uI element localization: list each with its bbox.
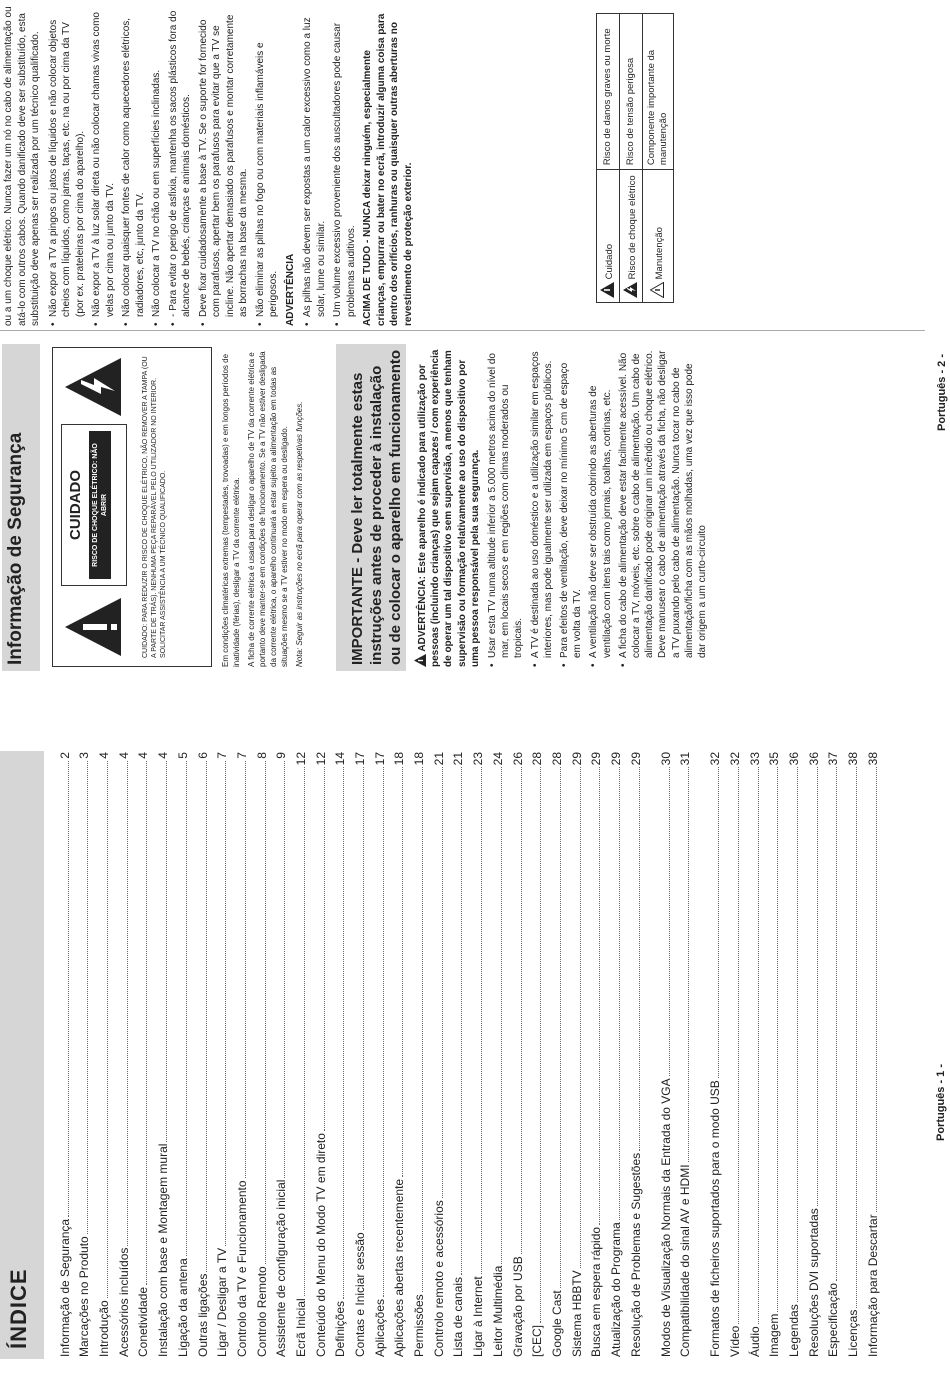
- safety-bullets-3: [301, 4, 358, 326]
- toc-leader: [363, 767, 364, 1230]
- legend-row: [643, 14, 674, 303]
- toc-entry-title: Introdução: [97, 1300, 112, 1357]
- paragraph: Em condições climatéricas extremas (tempestades, trovoadas) e em longos períodos de inatividade (férias), desligar a TV da corrente elétrica.: [221, 353, 241, 667]
- toc-leader: [107, 761, 108, 1299]
- toc-leader: [797, 767, 798, 1302]
- toc-entry[interactable]: [426, 752, 446, 1357]
- toc-entry[interactable]: [170, 752, 190, 1357]
- toc-entry-page: 32: [708, 752, 723, 766]
- toc-entry-title: Resolução de Problemas e Sugestões: [628, 1152, 643, 1357]
- list-item: • Para efeitos de ventilação, deve deixar no mínimo 5 cm de espaço em volta da TV.: [558, 347, 584, 667]
- toc-entry-page: 7: [234, 752, 249, 759]
- toc-entry[interactable]: [692, 752, 722, 1357]
- continuation-paragraph: ou a um choque elétrico. Nunca fazer um nó no cabo de alimentação ou atá-lo com outros cabos. Quando danificado deve ser substituído, esta substituição deve apenas ser realizada por um técnico qualificado.: [3, 6, 41, 326]
- toc-entry-page: 4: [116, 752, 131, 759]
- toc-leader: [718, 767, 719, 1078]
- toc-entry-title: Assistente de configuração inicial: [274, 1179, 289, 1357]
- symbol-legend-table: [596, 13, 674, 303]
- toc-leader: [639, 767, 640, 1151]
- toc-entry-title: Lista de canais: [451, 1276, 466, 1357]
- legend-description: Componente importante da manutenção: [643, 14, 674, 170]
- legend-row: [597, 14, 620, 303]
- list-item: • Não expor a TV a pingos ou jatos de líquidos e não colocar objetos cheios com líquidos, como jarras, taças, etc. na ou por cima da TV (por ex. prateleiras por cima do aparelho).: [47, 4, 88, 326]
- toc-leader: [166, 761, 167, 1142]
- warning-intro: [414, 347, 482, 667]
- toc-leader: [146, 761, 147, 1285]
- toc-entry[interactable]: [52, 752, 72, 1357]
- paragraph: A ficha de corrente elétrica é usada para desligar o aparelho de TV da corrente elétrica e portanto deve manter-se em condições de funcionamento. Se a TV não estiver desligada da corrente elétrica, o aparelho continuará a estar sujeito a alimentação em todas as situações mesmo se a TV estiver no modo em espera ou desligado.: [247, 351, 289, 667]
- toc-leader: [777, 767, 778, 1311]
- toc-entry-title: Controlo da TV e Funcionamento: [234, 1180, 249, 1357]
- toc-entry[interactable]: [387, 752, 407, 1357]
- warning-triangle-icon: [63, 596, 123, 658]
- toc-entry[interactable]: [860, 752, 880, 1357]
- toc-entry-title: Licenças: [846, 1309, 861, 1357]
- toc-leader: [324, 767, 325, 1131]
- toc-entry-title: Legendas: [787, 1304, 802, 1357]
- toc-leader: [402, 767, 403, 1177]
- toc-entry-title: Ecrã Inicial: [293, 1298, 308, 1357]
- toc-leader: [817, 767, 818, 1206]
- toc-entry-page: 28: [549, 752, 564, 766]
- page-footer-1: Português - 1 -: [935, 1063, 947, 1141]
- toc-entry-page: 7: [215, 752, 230, 759]
- toc-leader: [481, 767, 482, 1274]
- toc-entry-title: Conetividade: [136, 1286, 151, 1357]
- toc-entry[interactable]: [229, 752, 249, 1357]
- toc-entry-title: Google Cast: [549, 1290, 564, 1357]
- toc-leader: [461, 767, 462, 1275]
- toc-entry-page: 36: [806, 752, 821, 766]
- caution-box: [52, 347, 212, 667]
- legend-row: [620, 14, 643, 303]
- maintenance-triangle-icon: [650, 282, 664, 298]
- toc-entry-title: Controlo Remoto: [254, 1266, 269, 1357]
- toc-leader: [758, 767, 759, 1324]
- toc-entry[interactable]: [288, 752, 308, 1357]
- toc-leader: [836, 767, 837, 1281]
- toc-entry-title: Ligar / Desligar a TV: [215, 1247, 230, 1357]
- toc-entry[interactable]: [673, 752, 693, 1357]
- safety-title: Informação de Segurança: [2, 344, 40, 671]
- safety-bullets-2: [47, 4, 281, 326]
- caution-label-box: [61, 424, 127, 586]
- warning-triangle-icon: [600, 282, 614, 298]
- toc-entry-title: Especificação: [826, 1282, 841, 1357]
- list-item: • Não expor a TV à luz solar direta ou não colocar chamas vivas como velas por cima ou junto da TV.: [90, 4, 117, 326]
- toc-entry[interactable]: [465, 752, 485, 1357]
- toc-leader: [540, 767, 541, 1323]
- intro-paragraphs: [220, 347, 309, 667]
- toc-entry-page: 29: [589, 752, 604, 766]
- toc-entry[interactable]: [505, 752, 525, 1357]
- toc-leader: [501, 767, 502, 1263]
- toc-leader: [245, 761, 246, 1179]
- safety-page: [0, 0, 950, 671]
- toc-entry[interactable]: [801, 752, 821, 1357]
- toc-entry[interactable]: [210, 752, 230, 1357]
- toc-entry-page: 36: [787, 752, 802, 766]
- list-item: • A ventilação não deve ser obstruída cobrindo as aberturas de ventilação com itens tais como jornais, toalhas, cortinas, etc.: [587, 347, 613, 667]
- toc-entry[interactable]: [485, 752, 505, 1357]
- safety-column-2: [2, 4, 419, 326]
- column-divider: [0, 330, 925, 331]
- caution-note: CUIDADO: PARA REDUZIR O RISCO DE CHOQUE ELÉTRICO, NÃO REMOVER A TAMPA (OU A PARTE DE TRÁS). NENHUMA PEÇA REPARÁVEL PELO UTILIZADOR NO INTERIOR. SOLICITAR ASSISTÊNCIA A UM TÉCNICO QUALIFICADO.: [142, 356, 167, 658]
- toc-entry-title: Busca em espera rápido: [589, 1226, 604, 1357]
- toc-leader: [383, 767, 384, 1297]
- toc-entry-page: 12: [293, 752, 308, 766]
- legend-description: Risco de danos graves ou morte: [597, 14, 620, 170]
- toc-leader: [669, 767, 670, 1076]
- lightning-triangle-icon: [623, 282, 637, 298]
- toc-entry[interactable]: [150, 752, 170, 1357]
- toc-entry-page: 6: [195, 752, 210, 759]
- shock-risk-label: RISCO DE CHOQUE ELÉTRICO: NÃO ABRIR: [89, 431, 111, 579]
- toc-leader: [343, 767, 344, 1299]
- toc-entry-page: 30: [658, 752, 673, 766]
- toc-entry[interactable]: [269, 752, 289, 1357]
- toc-entry-page: 29: [608, 752, 623, 766]
- bold-warning: ACIMA DE TUDO - NUNCA deixar ninguém, especialmente crianças, empurrar ou bater no ecrã, introduzir alguma coisa para dentro dos orifícios, ranhuras ou quaisquer outras aberturas no revestimento de proteção exterior.: [362, 13, 414, 326]
- toc-leader: [876, 767, 877, 1212]
- toc-entry-title: Marcações no Produto: [77, 1236, 92, 1357]
- list-item: • A ficha do cabo de alimentação deve estar facilmente acessível. Não colocar a TV, móveis, etc. sobre o cabo de alimentação. Um cabo de alimentação danificado pode originar um incêndio ou choque elétrico. Deve manusear o cabo de alimentação através da ficha, não desligar a TV puxando pelo cabo de alimentação. Nunca tocar no cabo de alimentação/ficha com as mãos molhadas, uma vez que isso pode dar origem a um curto-circuito: [617, 347, 709, 667]
- toc-leader: [856, 767, 857, 1307]
- list-item: • Não colocar a TV no chão ou em superfícies inclinadas.: [150, 4, 164, 326]
- toc-entry-page: 29: [569, 752, 584, 766]
- toc-entry-page: 4: [156, 752, 171, 759]
- toc-entry[interactable]: [446, 752, 466, 1357]
- toc-entry-page: 9: [274, 752, 289, 759]
- legend-symbol-label: Cuidado: [604, 243, 615, 280]
- toc-entry-title: Controlo remoto e acessórios: [431, 1200, 446, 1357]
- toc-entry[interactable]: [544, 752, 564, 1357]
- toc-entry-page: 31: [678, 752, 693, 766]
- toc-entry-page: 23: [471, 752, 486, 766]
- toc-entry[interactable]: [643, 752, 673, 1357]
- toc-entry[interactable]: [190, 752, 210, 1357]
- toc-entry-page: 26: [510, 752, 525, 766]
- list-item: • Usar esta TV numa altitude inferior a 5.000 metros acima do nível do mar, em locais secos e em regiões com climas moderados ou tropicais.: [486, 347, 526, 667]
- toc-entry-page: 5: [175, 752, 190, 759]
- toc-entry-title: Informação para Descartar: [865, 1214, 880, 1357]
- toc-entry-title: Atualização do Programa: [608, 1222, 623, 1357]
- toc-entry-page: 33: [747, 752, 762, 766]
- toc-entry-page: 17: [353, 752, 367, 766]
- important-heading: IMPORTANTE - Deve ler totalmente estas instruções antes de proceder à instalação ou de colocar o aparelho em funcionamento: [349, 349, 404, 665]
- toc-entry-title: Compatibilidade do sinal AV e HDMI: [678, 1164, 693, 1357]
- toc-leader: [225, 761, 226, 1246]
- toc-entry[interactable]: [111, 752, 131, 1357]
- toc-entry-page: 2: [57, 752, 72, 759]
- toc-leader: [68, 761, 69, 1217]
- toc-entry[interactable]: [525, 752, 545, 1357]
- toc-entry-page: 21: [451, 752, 466, 766]
- toc-entry-page: 38: [865, 752, 880, 766]
- toc-entry-title: Definições: [333, 1300, 348, 1357]
- table-of-contents: [52, 752, 880, 1357]
- toc-leader: [688, 767, 689, 1162]
- toc-entry-page: 12: [313, 752, 328, 766]
- legend-symbol: [597, 170, 620, 303]
- toc-entry[interactable]: [72, 752, 92, 1357]
- toc-entry-page: 21: [431, 752, 446, 766]
- toc-leader: [521, 767, 522, 1254]
- toc-entry-page: 4: [97, 752, 112, 759]
- toc-entry-title: Instalação com base e Montagem mural: [156, 1143, 171, 1357]
- toc-entry-title: Aplicações: [372, 1298, 387, 1357]
- toc-entry[interactable]: [603, 752, 623, 1357]
- list-item: • Não eliminar as pilhas no fogo ou com materiais inflamáveis e perigosos.: [254, 4, 281, 326]
- page-footer-2: Português - 2 -: [936, 353, 948, 431]
- toc-entry-title: [CEC]: [530, 1324, 545, 1357]
- toc-leader: [186, 761, 187, 1257]
- safety-bullets-1: [486, 347, 709, 667]
- toc-leader: [127, 761, 128, 1246]
- toc-entry-page: 29: [628, 752, 643, 766]
- toc-entry-title: Formatos de ficheiros suportados para o modo USB: [708, 1080, 723, 1357]
- toc-leader: [560, 767, 561, 1288]
- toc-entry-title: Vídeo: [728, 1325, 742, 1357]
- warning-small-icon: [414, 654, 426, 667]
- toc-entry[interactable]: [742, 752, 762, 1357]
- toc-entry[interactable]: [131, 752, 151, 1357]
- advertencia-heading: ADVERTÊNCIA: [284, 253, 296, 326]
- toc-entry-title: Permissões: [412, 1294, 427, 1357]
- note-paragraph: Nota: Seguir as instruções no ecrã para operar com as respetivas funções.: [295, 401, 304, 667]
- legend-symbol-label: Manutenção: [654, 227, 665, 280]
- list-item: • - Para evitar o perigo de asfixia, mantenha os sacos plásticos fora do alcance de bebés, crianças e animais domésticos.: [167, 4, 194, 326]
- toc-entry-title: Aplicações abertas recentemente: [392, 1178, 407, 1357]
- toc-entry-title: Áudio: [747, 1326, 762, 1357]
- toc-entry[interactable]: [564, 752, 584, 1357]
- toc-entry[interactable]: [840, 752, 860, 1357]
- toc-leader: [265, 761, 266, 1265]
- legend-symbol: [620, 170, 643, 303]
- list-item: • A TV é destinada ao uso doméstico e a utilização similar em espaços interiores, mas pode igualmente ser utilizada em espaços públicos.: [529, 347, 555, 667]
- toc-entry-title: Modos de Visualização Normais da Entrada do VGA: [658, 1078, 673, 1357]
- legend-symbol: [643, 170, 674, 303]
- toc-entry-page: 3: [77, 752, 92, 759]
- toc-entry-title: Ligação da antena: [175, 1258, 190, 1357]
- toc-leader: [304, 767, 305, 1296]
- toc-entry-page: 8: [254, 752, 269, 759]
- toc-entry-title: Acessórios incluídos: [116, 1247, 131, 1357]
- toc-entry-page: 14: [333, 752, 348, 766]
- toc-entry-page: 28: [530, 752, 545, 766]
- toc-entry-title: Ligar à Internet: [471, 1276, 486, 1357]
- toc-leader: [599, 767, 600, 1225]
- toc-entry[interactable]: [367, 752, 387, 1357]
- toc-entry-title: Leitor Multimédia: [490, 1265, 505, 1357]
- toc-entry-page: 24: [490, 752, 505, 766]
- toc-leader: [206, 761, 207, 1272]
- toc-entry-title: Conteúdo do Menu do Modo TV em direto: [313, 1133, 328, 1357]
- warning-column: [414, 347, 712, 667]
- toc-entry[interactable]: [762, 752, 782, 1357]
- toc-leader: [738, 767, 739, 1323]
- toc-leader: [422, 767, 423, 1292]
- legend-symbol-label: Risco de choque elétrico: [627, 175, 638, 280]
- toc-entry-title: Resoluções DVI suportadas: [806, 1208, 821, 1357]
- toc-entry-page: 35: [767, 752, 782, 766]
- toc-entry[interactable]: [584, 752, 604, 1357]
- toc-entry-title: Informação de Segurança: [57, 1218, 72, 1357]
- toc-entry[interactable]: [781, 752, 801, 1357]
- toc-entry[interactable]: [249, 752, 269, 1357]
- toc-entry-page: 17: [372, 752, 387, 766]
- caution-heading: CUIDADO: [67, 470, 84, 540]
- toc-entry-page: 32: [728, 752, 742, 766]
- toc-entry[interactable]: [308, 752, 328, 1357]
- toc-entry-title: Sistema HBBTV: [569, 1270, 584, 1357]
- index-title: ÍNDICE: [6, 1268, 31, 1349]
- index-page: [0, 724, 950, 1379]
- toc-entry-page: 37: [826, 752, 841, 766]
- list-item: • Um volume excessivo proveniente dos auscultadores pode causar problemas auditivos.: [331, 4, 358, 326]
- list-item: • Não colocar quaisquer fontes de calor como aquecedores elétricos, radiadores, etc, junto da TV.: [120, 4, 147, 326]
- list-item: • Deve fixar cuidadosamente a base à TV. Se o suporte for fornecido com parafusos, apertar bem os parafusos para evitar que a TV se incline. Não apertar demasiado os parafusos e montar corretamente as borrachas na base da mesma.: [197, 4, 251, 326]
- toc-entry[interactable]: [347, 752, 367, 1357]
- toc-entry[interactable]: [91, 752, 111, 1357]
- toc-leader: [442, 767, 443, 1198]
- toc-entry[interactable]: [722, 752, 742, 1357]
- toc-leader: [580, 767, 581, 1268]
- toc-entry-title: Imagem: [767, 1313, 782, 1357]
- toc-entry-title: Outras ligações: [195, 1273, 210, 1357]
- toc-entry-page: 18: [392, 752, 407, 766]
- toc-entry-page: 4: [136, 752, 151, 759]
- toc-entry-page: 18: [412, 752, 427, 766]
- toc-entry-title: Contas e Iniciar sessão: [353, 1232, 367, 1357]
- toc-entry[interactable]: [821, 752, 841, 1357]
- toc-entry-title: Gravação por USB: [510, 1256, 525, 1357]
- lightning-triangle-icon: [63, 356, 123, 418]
- toc-leader: [284, 761, 285, 1178]
- toc-leader: [619, 767, 620, 1220]
- list-item: • As pilhas não devem ser expostas a um calor excessivo como a luz solar, lume ou similar.: [301, 4, 328, 326]
- toc-leader: [87, 761, 88, 1235]
- toc-entry[interactable]: [623, 752, 643, 1357]
- legend-description: Risco de tensão perigosa: [620, 14, 643, 170]
- toc-entry-page: 38: [846, 752, 861, 766]
- toc-entry[interactable]: [406, 752, 426, 1357]
- warning-intro-text: ADVERTÊNCIA: Este aparelho é indicado para utilização por pessoas (incluindo crianças) que sejam capazes / com experiência de operar um tal dispositivo sem supervisão, a menos que tenham supervisão ou formação relativamente ao uso do dispositivo por uma pessoa responsável pela sua segurança.: [417, 349, 481, 667]
- toc-entry[interactable]: [328, 752, 348, 1357]
